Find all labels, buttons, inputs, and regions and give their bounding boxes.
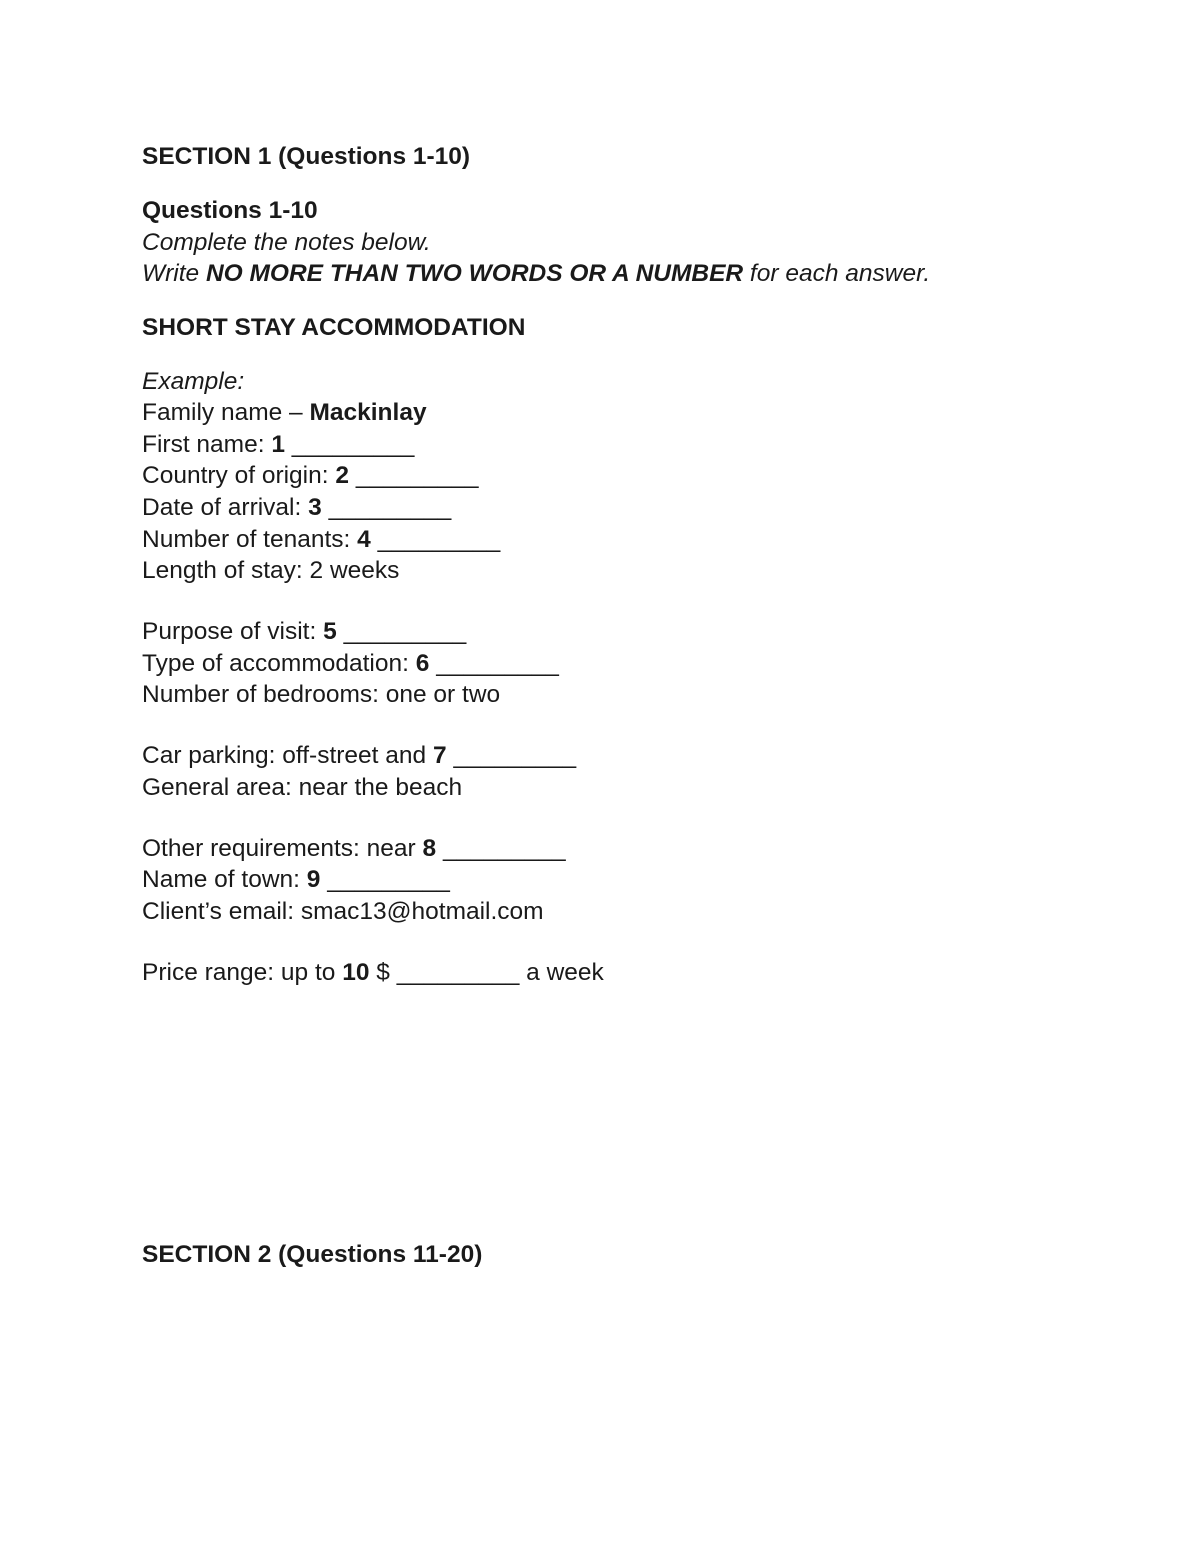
type-label: Type of accommodation: [142, 650, 416, 677]
question-number-6: 6 [415, 650, 430, 677]
questions-heading: Questions 1-10 [142, 197, 318, 224]
instruction-suffix: for each answer. [743, 260, 931, 287]
purpose-label: Purpose of visit: [142, 618, 324, 645]
answer-blank-4: _________ [377, 526, 501, 553]
country-label: Country of origin: [142, 462, 336, 489]
question-number-7: 7 [432, 742, 447, 769]
country-of-origin-line [142, 461, 478, 491]
other-label: Other requirements: near [142, 835, 423, 862]
section-1-title: SECTION 1 (Questions 1-10) [142, 143, 471, 170]
answer-blank-7: _________ [453, 742, 577, 769]
notes-title: SHORT STAY ACCOMMODATION [142, 314, 526, 341]
answer-blank-8: _________ [442, 835, 566, 862]
answer-blank-10: _________ [396, 959, 520, 986]
answer-blank-5: _________ [343, 618, 467, 645]
question-number-10: 10 [342, 959, 370, 986]
tenants-label: Number of tenants: [142, 526, 358, 553]
first-name-line [142, 430, 414, 460]
instruction-prefix: Write [142, 260, 206, 287]
question-number-2: 2 [335, 462, 350, 489]
answer-blank-9: _________ [327, 866, 450, 893]
instruction-complete: Complete the notes below. [142, 229, 431, 256]
family-name-value: Mackinlay [309, 399, 427, 426]
question-number-8: 8 [422, 835, 437, 862]
price-label: Price range: up to [142, 959, 343, 986]
price-suffix: a week [519, 959, 604, 986]
client-email-line: Client’s email: smac13@hotmail.com [142, 898, 544, 925]
question-number-4: 4 [357, 526, 371, 553]
name-of-town-line [142, 865, 450, 895]
instruction-word-limit-bold: NO MORE THAN TWO WORDS OR A NUMBER [205, 260, 744, 287]
question-number-3: 3 [308, 494, 322, 521]
town-label: Name of town: [142, 866, 307, 893]
first-name-label: First name: [142, 431, 272, 458]
answer-blank-1: _________ [291, 431, 415, 458]
answer-blank-2: _________ [355, 462, 479, 489]
number-of-tenants-line [142, 525, 500, 555]
instruction-word-limit [142, 259, 930, 289]
answer-blank-3: _________ [328, 494, 452, 521]
length-of-stay-line: Length of stay: 2 weeks [142, 557, 400, 584]
date-label: Date of arrival: [142, 494, 309, 521]
general-area-line: General area: near the beach [142, 774, 463, 801]
answer-blank-6: _________ [436, 650, 559, 677]
other-requirements-line [142, 834, 566, 864]
section-2-title: SECTION 2 (Questions 11-20) [142, 1241, 483, 1268]
question-number-9: 9 [306, 866, 321, 893]
question-number-1: 1 [271, 431, 285, 458]
type-of-accommodation-line [142, 649, 559, 679]
number-of-bedrooms-line: Number of bedrooms: one or two [142, 681, 501, 708]
family-name-label: Family name – [142, 399, 310, 426]
question-number-5: 5 [323, 618, 337, 645]
purpose-of-visit-line [142, 617, 466, 647]
price-range-line [142, 958, 604, 988]
example-label: Example: [142, 368, 245, 395]
parking-label: Car parking: off-street and [142, 742, 433, 769]
car-parking-line [142, 741, 576, 771]
price-currency: $ [369, 959, 397, 986]
family-name-line [142, 398, 427, 428]
date-of-arrival-line [142, 493, 451, 523]
